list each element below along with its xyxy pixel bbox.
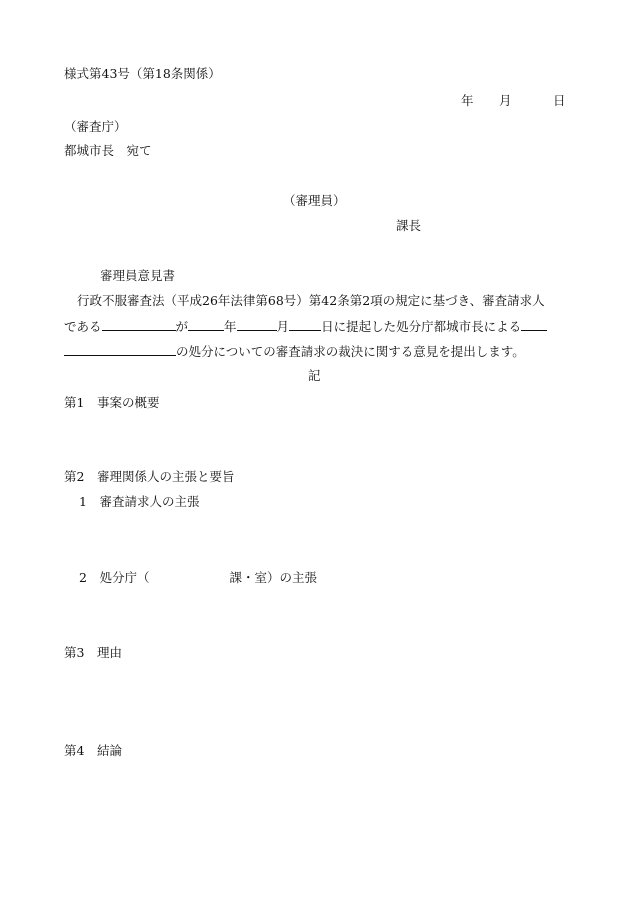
date-day: 日 [553,93,566,108]
requester-name-blank[interactable] [102,318,176,331]
section-2-heading: 第2 審理関係人の主張と要旨 [64,469,235,484]
body-day-suffix: 日に提起した処分庁都城市長による [321,319,522,334]
date-month: 月 [499,93,512,108]
disposition-blank-2[interactable] [64,343,176,356]
document-title: 審理員意見書 [100,268,176,283]
section-1-heading: 第1 事案の概要 [64,395,160,410]
body-line-3 [64,343,525,360]
body-month: 月 [276,319,290,334]
examiner-title: 課長 [396,218,422,233]
date-year: 年 [461,93,474,108]
body-prefix: である [64,319,102,334]
body-ga: が [175,319,189,334]
body-line-2 [64,318,547,335]
disposition-blank-1[interactable] [521,318,547,331]
month-blank[interactable] [237,318,277,331]
examiner-label: （審理員） [283,193,346,208]
addressee: 都城市長 宛て [64,143,152,158]
section-2-2-suffix: 課・室）の主張 [229,570,317,585]
day-blank[interactable] [289,318,321,331]
form-number: 様式第43号（第18条関係） [64,66,221,81]
year-blank[interactable] [188,318,224,331]
section-2-2-heading [79,570,317,586]
body-line-3-text: の処分についての審査請求の裁決に関する意見を提出します。 [176,344,525,359]
date-line [461,93,566,109]
section-4-heading: 第4 結論 [64,743,122,758]
ki-heading: 記 [308,368,321,383]
body-year: 年 [224,319,237,334]
section-2-1-heading: 1 審査請求人の主張 [79,494,200,509]
body-line-1: 行政不服審査法（平成26年法律第68号）第42条第2項の規定に基づき、審査請求人 [77,293,545,308]
reviewing-agency: （審査庁） [64,119,127,134]
section-2-2-prefix: 2 処分庁（ [79,570,150,585]
section-3-heading: 第3 理由 [64,645,122,660]
